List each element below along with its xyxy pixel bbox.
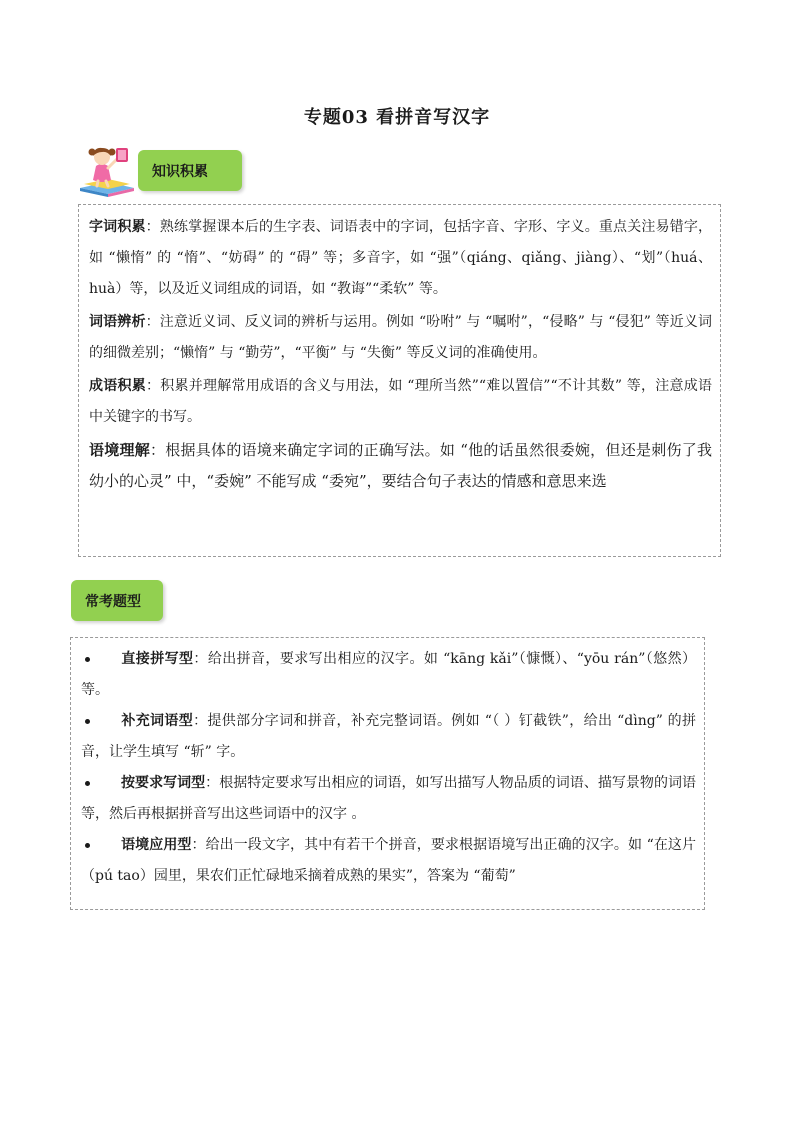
knowledge-paragraph xyxy=(89,371,712,433)
paragraph-lead: 词语辨析 xyxy=(89,314,146,330)
list-item xyxy=(81,706,696,768)
item-lead: 补充词语型 xyxy=(121,713,194,729)
bullet-icon xyxy=(81,830,121,861)
knowledge-box xyxy=(78,204,721,557)
bullet-icon xyxy=(81,706,121,737)
item-lead: 按要求写词型 xyxy=(121,775,206,791)
knowledge-section-tag: 知识积累 xyxy=(138,150,242,191)
paragraph-text: ：注意近义词、反义词的辨析与运用。例如 “吩咐” 与 “嘱咐”，“侵略” 与 “侵犯” 等近义词的细微差别；“懒惰” 与 “勤劳”，“平衡” 与 “失衡” 等反义词的准确使用。 xyxy=(89,314,712,361)
knowledge-paragraph xyxy=(89,212,712,305)
paragraph-lead: 语境理解 xyxy=(89,441,151,459)
knowledge-paragraph xyxy=(89,307,712,369)
item-lead: 直接拼写型 xyxy=(121,651,194,667)
page-title: 专题03 看拼音写汉字 xyxy=(303,107,491,128)
bullet-icon xyxy=(81,768,121,799)
item-text: ：给出一段文字，其中有若干个拼音，要求根据语境写出正确的汉字。如 “在这片（pú tao）园里，果农们正忙碌地采摘着成熟的果实”，答案为 “葡萄” xyxy=(81,837,696,884)
item-lead: 语境应用型 xyxy=(121,837,192,853)
question-types-box xyxy=(70,637,705,910)
list-item xyxy=(81,830,696,892)
list-item xyxy=(81,768,696,830)
item-text: ：提供部分字词和拼音，补充完整词语。例如 “（ ）钉截铁”，给出 “dìng” 的拼音，让学生填写 “斩” 字。 xyxy=(81,713,696,760)
bullet-icon xyxy=(81,644,121,675)
girl-reading-icon xyxy=(78,144,136,198)
list-item xyxy=(81,644,696,706)
paragraph-text: ：积累并理解常用成语的含义与用法，如 “理所当然”“难以置信”“不计其数” 等，注意成语中关键字的书写。 xyxy=(89,378,712,425)
knowledge-paragraph xyxy=(89,435,712,497)
paragraph-text: ：根据具体的语境来确定字词的正确写法。如 “他的话虽然很委婉，但还是刺伤了我幼小的心灵” 中，“委婉” 不能写成 “委宛”，要结合句子表达的情感和意思来选 xyxy=(89,441,712,490)
item-text: ：根据特定要求写出相应的词语，如写出描写人物品质的词语、描写景物的词语等，然后再根据拼音写出这些词语中的汉字 。 xyxy=(81,775,696,822)
paragraph-lead: 成语积累 xyxy=(89,378,147,394)
paragraph-lead: 字词积累 xyxy=(89,219,146,235)
item-text: ：给出拼音，要求写出相应的汉字。如 “kāng kǎi”（慷慨）、“yōu rán”（悠然）等。 xyxy=(81,651,696,698)
question-types-section-tag: 常考题型 xyxy=(71,580,163,621)
paragraph-text: ：熟练掌握课本后的生字表、词语表中的字词，包括字音、字形、字义。重点关注易错字，如 “懒惰” 的 “惰”、“妨碍” 的 “碍” 等；多音字，如 “强”（qiáng、qiǎng、jiàng）、“划”（huá、huà）等，以及近义词组成的词语，如 “教诲”“柔软” 等。 xyxy=(89,219,713,297)
